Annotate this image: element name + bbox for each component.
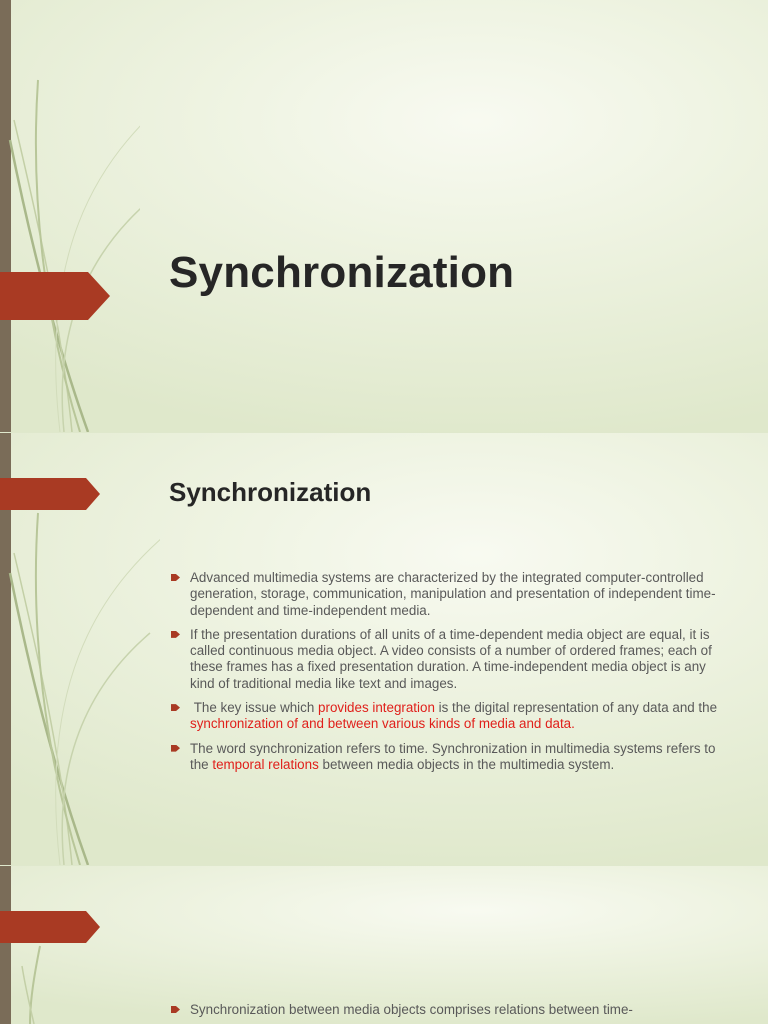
arrow-bullet-icon (171, 574, 180, 581)
bullet-list (171, 1002, 723, 1024)
decorative-curves (0, 0, 140, 432)
list-item (171, 627, 723, 692)
highlight-text: provides integration (318, 700, 435, 716)
arrow-bullet-icon (171, 1006, 180, 1013)
bullet-text: Synchronization between media objects comprises relations between time- (190, 1002, 633, 1017)
slide-content (0, 433, 768, 865)
bullet-text-post: between media objects in the multimedia system. (318, 756, 615, 772)
arrow-tab-icon (0, 911, 100, 943)
list-item (171, 700, 723, 733)
arrow-bullet-icon (171, 631, 180, 638)
slide-heading: Synchronization (169, 477, 372, 507)
highlight-text: temporal relations (212, 756, 319, 772)
slide-content-partial (0, 866, 768, 1024)
decorative-curves (0, 866, 160, 1024)
bullet-list (171, 570, 723, 781)
arrow-tab-icon (0, 478, 100, 510)
arrow-bullet-icon (171, 704, 180, 711)
bullet-text-mid: is the digital representation of any data and the (434, 700, 721, 716)
slide-title (0, 0, 768, 432)
highlight-text: synchronization of and between various kinds of media and data. (190, 716, 575, 732)
list-item (171, 1002, 723, 1018)
bullet-text-pre: The word synchronization refers to time. Synchronization in multimedia systems refers to the (190, 740, 720, 772)
list-item (171, 570, 723, 619)
arrow-tab-icon (0, 272, 110, 320)
bullet-text: If the presentation durations of all units of a time-dependent media object are equal, it is called continuous media object. A video consists of a number of ordered frames; each of these frames has a fixed presentation duration. A time-independent media object is any kind of traditional media like text and images. (190, 626, 712, 691)
bullet-text-pre: The key issue which (190, 700, 319, 716)
list-item (171, 741, 723, 774)
slide-title-heading: Synchronization (169, 248, 515, 297)
bullet-text: Advanced multimedia systems are characterized by the integrated computer-controlled generation, storage, communication, manipulation and presentation of independent time-dependent and time-independent media. (190, 570, 716, 618)
arrow-bullet-icon (171, 745, 180, 752)
